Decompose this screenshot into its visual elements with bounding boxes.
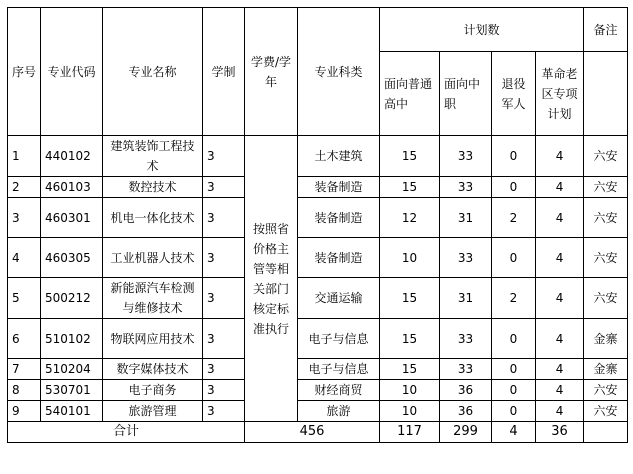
table-row [8, 380, 628, 401]
cell-vs: 33 [440, 359, 492, 380]
table-row [8, 198, 628, 238]
cell-rev: 4 [536, 401, 584, 422]
cell-note: 六安 [584, 278, 628, 319]
cell-hs: 15 [380, 359, 440, 380]
cell-duration: 3 [203, 177, 245, 198]
header-plan-veterans: 退役军人 [492, 52, 536, 136]
table-row [8, 238, 628, 278]
cell-rev: 4 [536, 198, 584, 238]
cell-note: 六安 [584, 198, 628, 238]
cell-vs: 33 [440, 319, 492, 359]
total-hs: 117 [380, 422, 440, 443]
cell-note: 六安 [584, 380, 628, 401]
cell-name: 电子商务 [103, 380, 203, 401]
cell-vs: 36 [440, 401, 492, 422]
header-row-top [8, 8, 628, 52]
header-plan: 计划数 [380, 8, 584, 52]
cell-vs: 33 [440, 136, 492, 177]
cell-rev: 4 [536, 359, 584, 380]
cell-category: 财经商贸 [298, 380, 380, 401]
cell-vs: 31 [440, 278, 492, 319]
cell-hs: 10 [380, 380, 440, 401]
cell-rev: 4 [536, 380, 584, 401]
total-rev: 36 [536, 422, 584, 443]
cell-name: 机电一体化技术 [103, 198, 203, 238]
cell-vs: 33 [440, 177, 492, 198]
header-plan-revolutionary: 革命老区专项计划 [536, 52, 584, 136]
cell-duration: 3 [203, 359, 245, 380]
cell-vs: 33 [440, 238, 492, 278]
cell-vet: 0 [492, 319, 536, 359]
cell-vet: 0 [492, 380, 536, 401]
table-row [8, 278, 628, 319]
cell-vs: 36 [440, 380, 492, 401]
cell-code: 510102 [41, 319, 103, 359]
cell-hs: 12 [380, 198, 440, 238]
cell-duration: 3 [203, 198, 245, 238]
cell-rev: 4 [536, 278, 584, 319]
cell-code: 440102 [41, 136, 103, 177]
cell-seq: 1 [8, 136, 41, 177]
cell-duration: 3 [203, 136, 245, 177]
header-plan-highschool: 面向普通高中 [380, 52, 440, 136]
cell-category: 装备制造 [298, 238, 380, 278]
header-category: 专业科类 [298, 8, 380, 136]
total-label: 合计 [8, 422, 245, 443]
cell-rev: 4 [536, 319, 584, 359]
cell-note: 六安 [584, 177, 628, 198]
cell-note: 六安 [584, 136, 628, 177]
cell-hs: 15 [380, 278, 440, 319]
cell-code: 540101 [41, 401, 103, 422]
cell-duration: 3 [203, 278, 245, 319]
cell-rev: 4 [536, 136, 584, 177]
cell-hs: 10 [380, 401, 440, 422]
cell-note: 金寨 [584, 359, 628, 380]
total-vet: 4 [492, 422, 536, 443]
table-row [8, 401, 628, 422]
cell-category: 电子与信息 [298, 359, 380, 380]
cell-category: 装备制造 [298, 177, 380, 198]
cell-category: 电子与信息 [298, 319, 380, 359]
cell-duration: 3 [203, 319, 245, 359]
cell-seq: 2 [8, 177, 41, 198]
cell-name: 物联网应用技术 [103, 319, 203, 359]
cell-seq: 3 [8, 198, 41, 238]
cell-name: 数控技术 [103, 177, 203, 198]
cell-name: 工业机器人技术 [103, 238, 203, 278]
cell-vet: 0 [492, 238, 536, 278]
cell-note: 金寨 [584, 319, 628, 359]
cell-category: 交通运输 [298, 278, 380, 319]
cell-vet: 0 [492, 136, 536, 177]
header-note-empty [584, 52, 628, 136]
cell-category: 旅游 [298, 401, 380, 422]
cell-code: 510204 [41, 359, 103, 380]
cell-category: 装备制造 [298, 198, 380, 238]
cell-rev: 4 [536, 238, 584, 278]
table-row [8, 319, 628, 359]
cell-rev: 4 [536, 177, 584, 198]
cell-hs: 15 [380, 319, 440, 359]
cell-vet: 0 [492, 401, 536, 422]
cell-note: 六安 [584, 401, 628, 422]
cell-category: 土木建筑 [298, 136, 380, 177]
total-vs: 299 [440, 422, 492, 443]
header-seq: 序号 [8, 8, 41, 136]
cell-vet: 2 [492, 198, 536, 238]
cell-name: 建筑装饰工程技术 [103, 136, 203, 177]
header-plan-vocational: 面向中职 [440, 52, 492, 136]
cell-seq: 5 [8, 278, 41, 319]
header-code: 专业代码 [41, 8, 103, 136]
cell-name: 新能源汽车检测与维修技术 [103, 278, 203, 319]
header-note: 备注 [584, 8, 628, 52]
cell-duration: 3 [203, 401, 245, 422]
total-row [8, 422, 628, 443]
header-name: 专业名称 [103, 8, 203, 136]
cell-hs: 15 [380, 136, 440, 177]
enrollment-plan-table [7, 7, 628, 443]
header-fee: 学费/学年 [245, 8, 298, 136]
cell-name: 旅游管理 [103, 401, 203, 422]
table-row [8, 359, 628, 380]
cell-seq: 7 [8, 359, 41, 380]
cell-note: 六安 [584, 238, 628, 278]
cell-vet: 2 [492, 278, 536, 319]
table-row [8, 136, 628, 177]
cell-code: 460301 [41, 198, 103, 238]
table-row [8, 177, 628, 198]
cell-seq: 9 [8, 401, 41, 422]
header-duration: 学制 [203, 8, 245, 136]
cell-code: 500212 [41, 278, 103, 319]
cell-seq: 4 [8, 238, 41, 278]
total-note-empty [584, 422, 628, 443]
cell-vs: 31 [440, 198, 492, 238]
cell-seq: 8 [8, 380, 41, 401]
cell-vet: 0 [492, 177, 536, 198]
cell-duration: 3 [203, 238, 245, 278]
cell-hs: 15 [380, 177, 440, 198]
cell-code: 460103 [41, 177, 103, 198]
cell-code: 530701 [41, 380, 103, 401]
cell-vet: 0 [492, 359, 536, 380]
cell-code: 460305 [41, 238, 103, 278]
cell-hs: 10 [380, 238, 440, 278]
cell-fee: 按照省价格主管等相关部门核定标准执行 [245, 136, 298, 422]
cell-duration: 3 [203, 380, 245, 401]
cell-seq: 6 [8, 319, 41, 359]
total-count: 456 [245, 422, 380, 443]
cell-name: 数字媒体技术 [103, 359, 203, 380]
